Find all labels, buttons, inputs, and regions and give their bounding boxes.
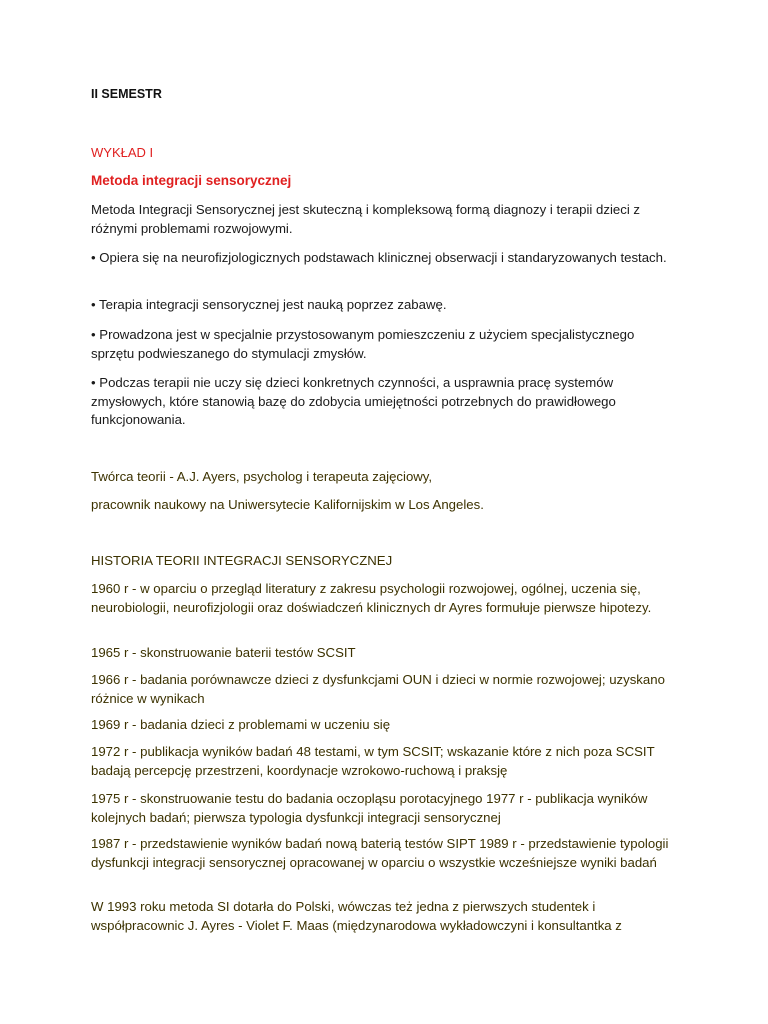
history-item: 1987 r - przedstawienie wyników badań nową baterią testów SIPT 1989 r - przedstawienie typologii dysfunkcji integracji sensorycznej opracowanej w oparciu o wszystkie wcześniejsze wyniki badań [91, 836, 669, 870]
bullet-play: • Terapia integracji sensorycznej jest nauką poprzez zabawę. [91, 297, 447, 312]
history-item: W 1993 roku metoda SI dotarła do Polski, wówczas też jedna z pierwszych studentek i współpracownic J. Ayres - Violet F. Maas (międzynarodowa wykładowczyni i konsultantka z [91, 899, 622, 933]
bullet-room: • Prowadzona jest w specjalnie przystosowanym pomieszczeniu z użyciem specjalistycznego sprzętu podwieszanego do stymulacji zmysłów. [91, 327, 635, 361]
author-line-1: Twórca teorii - A.J. Ayers, psycholog i terapeuta zajęciowy, [91, 469, 433, 484]
history-item: 1969 r - badania dzieci z problemami w uczeniu się [91, 717, 391, 732]
history-item: 1966 r - badania porównawcze dzieci z dysfunkcjami OUN i dzieci w normie rozwojowej; uzyskano różnice w wynikach [91, 672, 665, 706]
bullet-therapy: • Podczas terapii nie uczy się dzieci konkretnych czynności, a usprawnia pracę systemów zmysłowych, które stanowią bazę do zdobycia umiejętności potrzebnych do prawidłowego funkcjonowania. [91, 375, 616, 427]
history-item: 1965 r - skonstruowanie baterii testów SCSIT [91, 645, 356, 660]
history-item: 1975 r - skonstruowanie testu do badania oczopląsu porotacyjnego 1977 r - publikacja wyników kolejnych badań; pierwsza typologia dysfunkcji integracji sensorycznej [91, 791, 648, 825]
history-item: 1972 r - publikacja wyników badań 48 testami, w tym SCSIT; wskazanie które z nich poza SCSIT badają percepcję przestrzeni, koordynacje wzrokowo-ruchową i praksję [91, 744, 655, 778]
bullet-neurophysiology: • Opiera się na neurofizjologicznych podstawach klinicznej obserwacji i standaryzowanych testach. [91, 250, 667, 265]
semester-heading: II SEMESTR [91, 87, 162, 101]
intro-paragraph: Metoda Integracji Sensorycznej jest skuteczną i kompleksową formą diagnozy i terapii dzieci z różnymi problemami rozwojowymi. [91, 202, 641, 236]
history-heading: HISTORIA TEORII INTEGRACJI SENSORYCZNEJ [91, 553, 393, 568]
history-item: 1960 r - w oparciu o przegląd literatury z zakresu psychologii rozwojowej, ogólnej, uczenia się, neurobiologii, neurofizjologii oraz doświadczeń klinicznych dr Ayres formułuje pierwsze hipotezy. [91, 581, 652, 615]
author-line-2: pracownik naukowy na Uniwersytecie Kalifornijskim w Los Angeles. [91, 497, 484, 512]
lecture-title: Metoda integracji sensorycznej [91, 173, 292, 188]
lecture-label: WYKŁAD I [91, 145, 154, 160]
